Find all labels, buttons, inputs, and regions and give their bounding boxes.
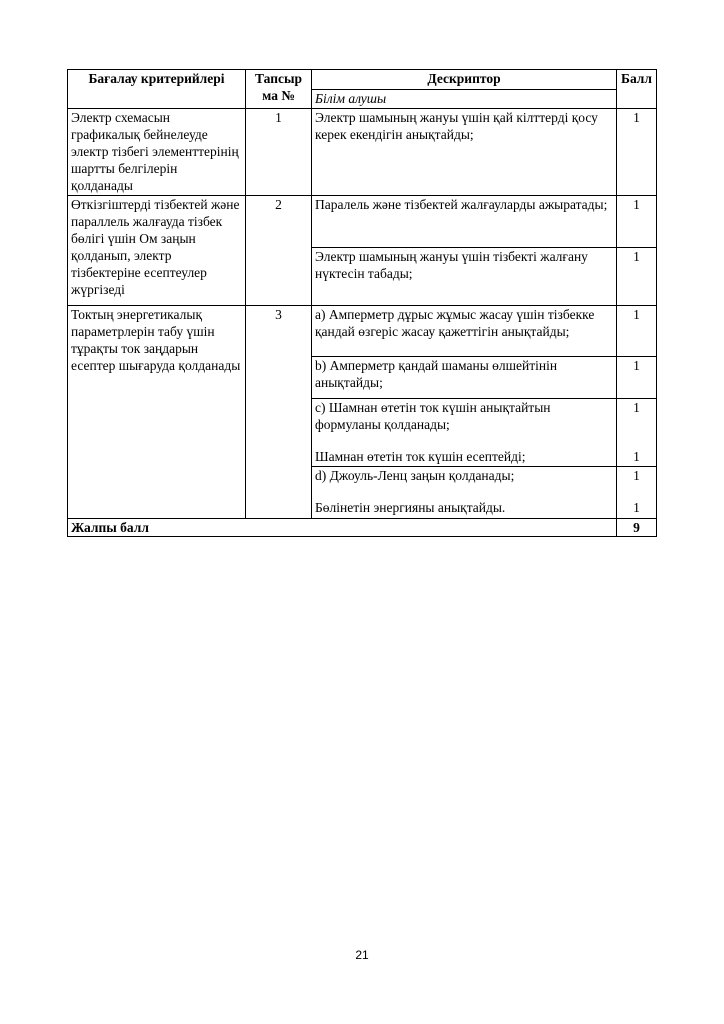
score-cell: 1 <box>617 109 657 196</box>
score-value: 1 <box>633 400 640 415</box>
score-cell <box>617 467 657 519</box>
score-cell: 1 <box>617 248 657 306</box>
header-task-line1: Тапсыр <box>254 71 303 86</box>
descriptor-text: Бөлінетін энергияны анықтайды. <box>315 500 506 515</box>
header-criteria: Бағалау критерийлері <box>68 70 246 109</box>
total-label: Жалпы балл <box>68 519 617 537</box>
criterion-cell: Электр схемасын графикалық бейнелеуде электр тізбегі элементтерінің шартты белгілерін қолданады <box>68 109 246 196</box>
criterion-cell: Токтың энергетикалық параметрлерін табу үшін тұрақты ток заңдарын есептер шығаруда қолданады <box>68 306 246 519</box>
total-row <box>68 519 657 537</box>
page-number: 21 <box>355 948 369 962</box>
descriptor-cell: a) Амперметр дұрыс жұмыс жасау үшін тізбекке қандай өзгеріс жасау қажеттігін анықтайды; <box>312 306 617 357</box>
score-cell: 1 <box>617 196 657 248</box>
descriptor-cell: b) Амперметр қандай шаманы өлшейтінін анықтайды; <box>312 357 617 399</box>
score-value: 1 <box>633 449 640 464</box>
header-row <box>68 70 657 90</box>
descriptor-cell <box>312 467 617 519</box>
descriptor-text: c) Шамнан өтетін ток күшін анықтайтын формуланы қолданады; <box>315 400 551 432</box>
score-cell: 1 <box>617 357 657 399</box>
descriptor-cell: Электр шамының жануы үшін тізбекті жалғану нүктесін табады; <box>312 248 617 306</box>
header-task-line2: ма № <box>262 88 295 103</box>
header-descriptor: Дескриптор <box>312 70 617 90</box>
score-value: 1 <box>633 468 640 483</box>
score-value: 1 <box>633 500 640 515</box>
table-row <box>68 109 657 196</box>
task-number-cell: 2 <box>246 196 312 306</box>
score-cell <box>617 399 657 467</box>
subheader-learner: Білім алушы <box>312 89 617 109</box>
descriptor-text: d) Джоуль-Ленц заңын қолданады; <box>315 468 515 483</box>
table-row <box>68 306 657 357</box>
total-value: 9 <box>617 519 657 537</box>
descriptor-cell <box>312 399 617 467</box>
descriptor-cell: Электр шамының жануы үшін қай кілттерді қосу керек екендігін анықтайды; <box>312 109 617 196</box>
table-row <box>68 196 657 248</box>
task-number-cell: 1 <box>246 109 312 196</box>
descriptor-text: Шамнан өтетін ток күшін есептейді; <box>315 449 526 464</box>
criterion-cell: Өткізгіштерді тізбектей және параллель жалғауда тізбек бөлігі үшін Ом заңын қолданып, электр тізбектеріне есептеулер жүргізеді <box>68 196 246 306</box>
assessment-rubric-table <box>67 69 657 537</box>
task-number-cell: 3 <box>246 306 312 519</box>
header-score: Балл <box>617 70 657 109</box>
score-cell: 1 <box>617 306 657 357</box>
descriptor-cell: Паралель және тізбектей жалғауларды ажыратады; <box>312 196 617 248</box>
header-task-number <box>246 70 312 109</box>
